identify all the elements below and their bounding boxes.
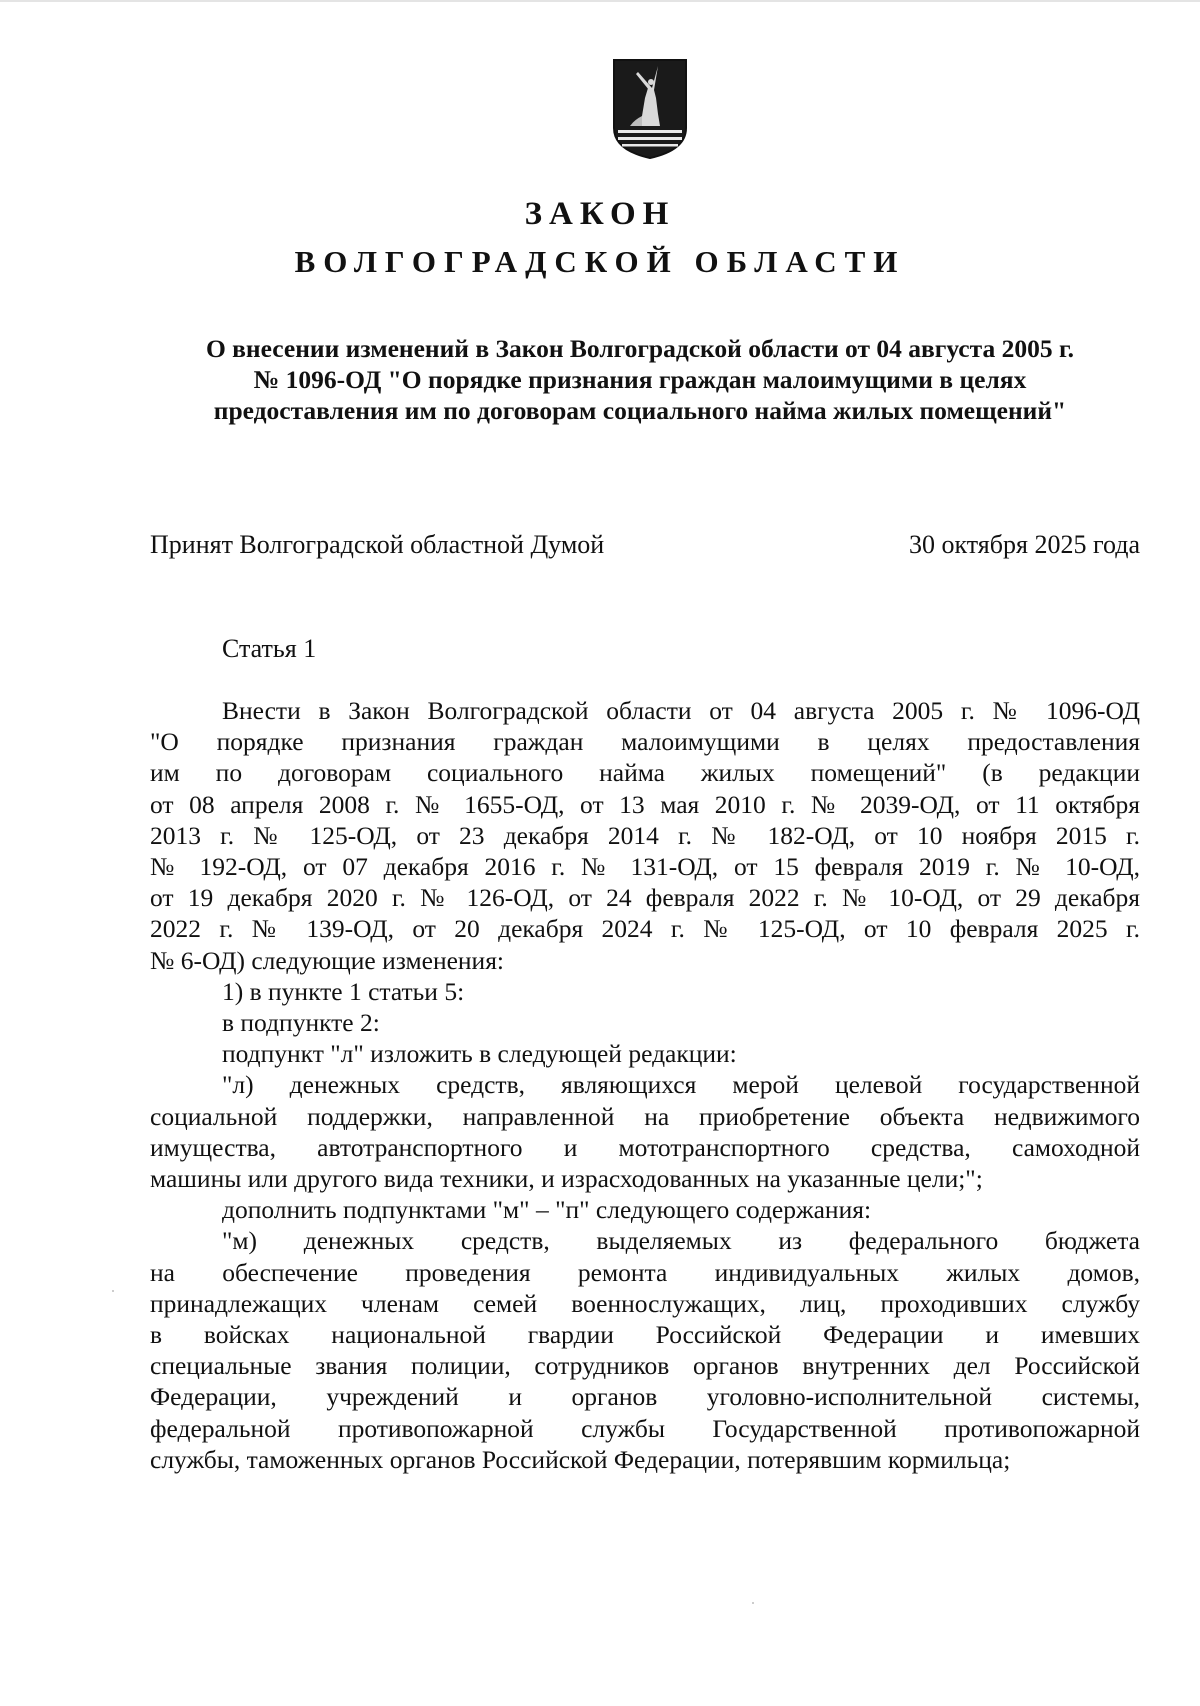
law-subject-line: предоставления им по договорам социального найма жилых помещений": [213, 396, 1067, 425]
scan-speck: [752, 1602, 754, 1604]
document-region-title: ВОЛГОГРАДСКОЙ ОБЛАСТИ: [294, 244, 906, 279]
law-subject: [160, 333, 1120, 426]
body-line: специальные звания полиции, сотрудников органов внутренних дел Российской: [150, 1351, 1140, 1381]
adoption-date: 30 октября 2025 года: [909, 530, 1140, 559]
body-line: машины или другого вида техники, и израсходованных на указанные цели;";: [150, 1164, 983, 1194]
body-line: федеральной противопожарной службы Государственной противопожарной: [150, 1413, 1140, 1443]
body-line: им по договорам социального найма жилых помещений" (в редакции: [150, 758, 1140, 788]
body-line: от 08 апреля 2008 г. № 1655-ОД, от 13 мая 2010 г. № 2039-ОД, от 11 октября: [150, 789, 1140, 819]
body-line: "О порядке признания граждан малоимущими в целях предоставления: [150, 727, 1140, 757]
body-line: Федерации, учреждений и органов уголовно-исполнительной системы,: [150, 1382, 1140, 1412]
body-line: принадлежащих членам семей военнослужащих, лиц, проходивших службу: [150, 1288, 1140, 1318]
body-line: на обеспечение проведения ремонта индивидуальных жилых домов,: [150, 1257, 1140, 1287]
law-subject-line: № 1096-ОД "О порядке признания граждан малоимущими в целях: [253, 365, 1027, 394]
law-subject-line: О внесении изменений в Закон Волгоградской области от 04 августа 2005 г.: [205, 334, 1075, 363]
body-line: № 192-ОД, от 07 декабря 2016 г. № 131-ОД, от 15 февраля 2019 г. № 10-ОД,: [150, 852, 1140, 882]
scan-top-edge: [0, 0, 1200, 2]
article-heading: Статья 1: [222, 634, 317, 663]
body-line: "л) денежных средств, являющихся мерой целевой государственной: [222, 1070, 1140, 1100]
body-line: подпункт "л" изложить в следующей редакции:: [222, 1039, 737, 1069]
body-line: 1) в пункте 1 статьи 5:: [222, 976, 465, 1006]
body-line: "м) денежных средств, выделяемых из федерального бюджета: [222, 1226, 1140, 1256]
body-line: № 6-ОД) следующие изменения:: [150, 945, 505, 975]
article-body: [150, 695, 1140, 1475]
body-line: дополнить подпунктами "м" – "п" следующего содержания:: [222, 1195, 872, 1225]
body-line: Внести в Закон Волгоградской области от 04 августа 2005 г. № 1096-ОД: [222, 696, 1140, 725]
body-line: 2022 г. № 139-ОД, от 20 декабря 2024 г. № 125-ОД, от 10 февраля 2025 г.: [150, 914, 1140, 944]
body-line: в подпункте 2:: [222, 1008, 380, 1038]
adopted-by: Принят Волгоградской областной Думой: [150, 530, 605, 559]
body-line: службы, таможенных органов Российской Федерации, потерявшим кормильца;: [150, 1444, 1011, 1474]
scan-speck: [112, 1290, 114, 1292]
document-title: ЗАКОН: [524, 196, 676, 232]
body-line: имущества, автотранспортного и мототранспортного средства, самоходной: [150, 1132, 1140, 1162]
body-line: от 19 декабря 2020 г. № 126-ОД, от 24 февраля 2022 г. № 10-ОД, от 29 декабря: [150, 883, 1140, 913]
body-line: 2013 г. № 125-ОД, от 23 декабря 2014 г. № 182-ОД, от 10 ноября 2015 г.: [150, 820, 1140, 850]
body-line: в войсках национальной гвардии Российской Федерации и имевших: [150, 1320, 1140, 1350]
coat-of-arms-icon: [612, 58, 688, 160]
body-line: социальной поддержки, направленной на приобретение объекта недвижимого: [150, 1101, 1140, 1131]
